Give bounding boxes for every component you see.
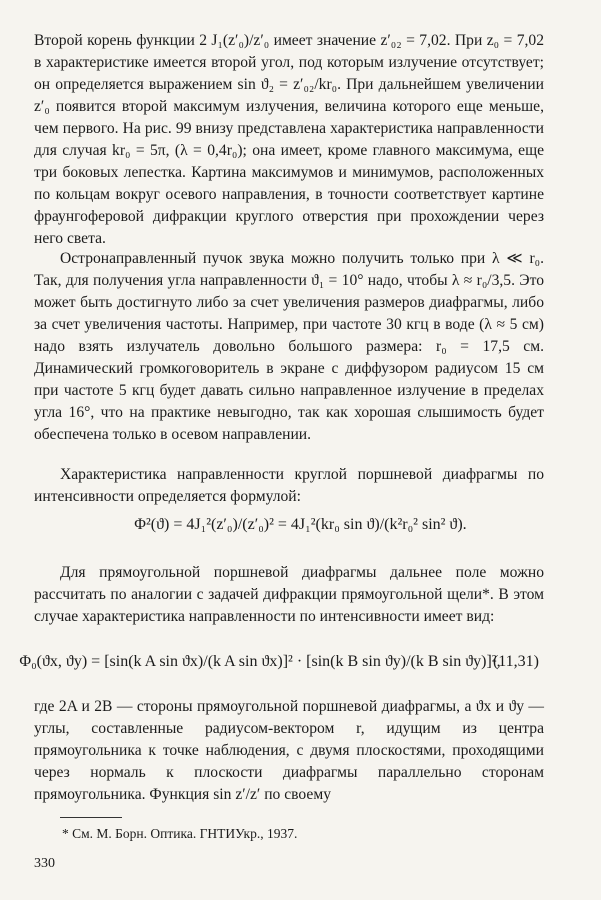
- formula-rectangular-diaphragm: Φ₀(ϑx, ϑy) = [sin(k A sin ϑx)/(k A sin ϑx)]² · [sin(k B sin ϑy)/(k B sin ϑy)]²,: [19, 653, 501, 670]
- formula-circular-diaphragm: Φ²(ϑ) = 4J₁²(z′₀)/(z′₀)² = 4J₁²(kr₀ sin ϑ)/(k²r₀² sin² ϑ).: [134, 516, 467, 533]
- paragraph-4: Для прямоугольной поршневой диафрагмы дальнее поле можно рассчитать по аналогии с задачей дифракции прямоугольной щели*. В этом случае характеристика направленности по интенсивности имеет вид:: [34, 564, 544, 625]
- paragraph-1: Второй корень функции 2 J₁(z′₀)/z′₀ имеет значение z′₀₂ = 7,02. При z₀ = 7,02 в характеристике имеется второй угол, под которым излучение отсутствует; он определяется выражением sin ϑ₂ = z′₀₂/kr₀. При дальнейшем увеличении z′₀ появится второй максимум излучения, величина которого еще меньше, чем первого. На рис. 99 внизу представлена характеристика направленности для случая kr₀ = 5π, (λ = 0,4r₀); она имеет, кроме главного максимума, еще три боковых лепестка. Картина максимумов и минимумов, расположенных по кольцам вокруг осевого направления, в точности соответствует картине фраунгоферовой дифракции круглого отверстия при прохождении через него света.: [34, 32, 544, 247]
- paragraph-3: Характеристика направленности круглой поршневой диафрагмы по интенсивности определяется формулой:: [34, 466, 544, 505]
- footnote: * См. М. Борн. Оптика. ГНТИУкр., 1937.: [62, 826, 298, 841]
- equation-number: (11,31): [492, 653, 539, 670]
- footnote-divider: [60, 817, 122, 818]
- paragraph-5: где 2A и 2B — стороны прямоугольной поршневой диафрагмы, а ϑx и ϑy — углы, составленные радиусом-вектором r, идущим из центра прямоугольника к точке наблюдения, с двумя плоскостями, проходящими через нормаль к плоскости диафрагмы параллельно сторонам прямоугольника. Функция sin z′/z′ по своему: [34, 698, 544, 803]
- paragraph-2: Остронаправленный пучок звука можно получить только при λ ≪ r₀. Так, для получения угла направленности ϑ₁ = 10° надо, чтобы λ ≈ r₀/3,5. Это может быть достигнуто либо за счет увеличения размеров диафрагмы, либо за счет увеличения частоты. Например, при частоте 30 кгц в воде (λ ≈ 5 см) надо взять излучатель довольно большого размера: r₀ = 17,5 см. Динамический громкоговоритель в экране с диффузором радиусом 15 см при частоте 5 кгц будет давать сильно направленное излучение в пределах угла 16°, что на практике невыгодно, так как хорошая слышимость будет обеспечена только в осевом направлении.: [34, 250, 544, 443]
- page-number: 330: [34, 856, 55, 871]
